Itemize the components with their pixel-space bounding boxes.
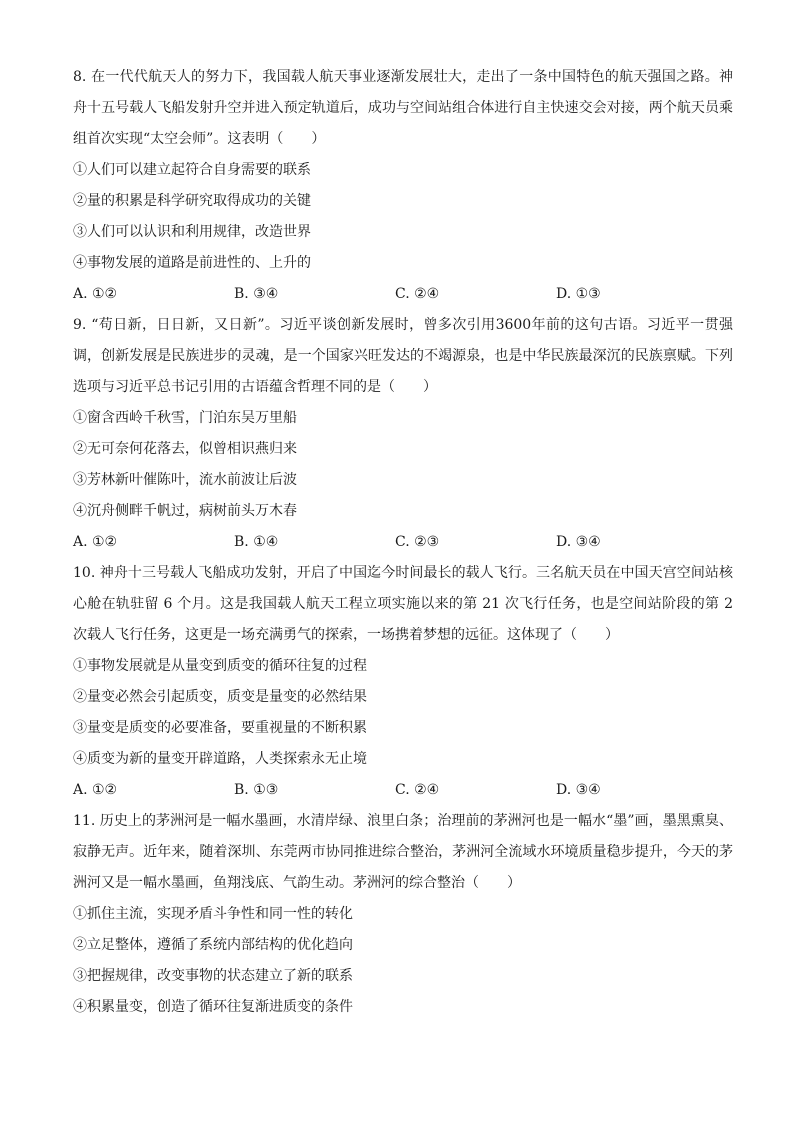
choice-c[interactable]: C. ②④ <box>395 286 440 302</box>
choice-d[interactable]: D. ①③ <box>556 286 601 302</box>
statement-1: ①窗含西岭千秋雪，门泊东吴万里船 <box>73 410 297 426</box>
choice-b[interactable]: B. ①③ <box>234 782 279 798</box>
question-stem: 9. “苟日新，日日新，又日新”。习近平谈创新发展时，曾多次引用3600年前的这句古语。习近平一贯强调，创新发展是民族进步的灵魂，是一个国家兴旺发达的不竭源泉，也是中华民族最深沉的民族禀赋。下列选项与习近平总书记引用的古语蕴含哲理不同的是（ ） <box>73 317 733 395</box>
answer-choices <box>73 775 733 806</box>
question-11 <box>73 806 733 1023</box>
question-10 <box>73 558 733 806</box>
answer-choices <box>73 279 733 310</box>
statement-1: ①事物发展就是从量变到质变的循环往复的过程 <box>73 658 367 674</box>
statement-2: ②立足整体，遵循了系统内部结构的优化趋向 <box>73 937 353 953</box>
choice-c[interactable]: C. ②③ <box>395 534 440 550</box>
answer-choices <box>73 527 733 558</box>
question-9 <box>73 310 733 558</box>
statement-3: ③芳林新叶催陈叶，流水前波让后波 <box>73 472 297 488</box>
statement-4: ④质变为新的量变开辟道路，人类探索永无止境 <box>73 751 367 767</box>
statement-4: ④事物发展的道路是前进性的、上升的 <box>73 255 311 271</box>
statement-2: ②量变必然会引起质变，质变是量变的必然结果 <box>73 689 367 705</box>
statement-4: ④沉舟侧畔千帆过，病树前头万木春 <box>73 503 297 519</box>
statement-3: ③量变是质变的必要准备，要重视量的不断积累 <box>73 720 367 736</box>
statement-1: ①抓住主流，实现矛盾斗争性和同一性的转化 <box>73 906 353 922</box>
choice-b[interactable]: B. ③④ <box>234 286 279 302</box>
choice-a[interactable]: A. ①② <box>73 782 118 798</box>
statement-1: ①人们可以建立起符合自身需要的联系 <box>73 162 311 178</box>
question-stem: 8. 在一代代航天人的努力下，我国载人航天事业逐渐发展壮大，走出了一条中国特色的航天强国之路。神舟十五号载人飞船发射升空并进入预定轨道后，成功与空间站组合体进行自主快速交会对接，两个航天员乘组首次实现“太空会师”。这表明（ ） <box>73 69 733 147</box>
choice-b[interactable]: B. ①④ <box>234 534 279 550</box>
statement-3: ③人们可以认识和利用规律，改造世界 <box>73 224 311 240</box>
choice-a[interactable]: A. ①② <box>73 286 118 302</box>
choice-c[interactable]: C. ②④ <box>395 782 440 798</box>
choice-a[interactable]: A. ①② <box>73 534 118 550</box>
statement-2: ②无可奈何花落去，似曾相识燕归来 <box>73 441 297 457</box>
question-8 <box>73 62 733 310</box>
question-stem: 10. 神舟十三号载人飞船成功发射，开启了中国迄今时间最长的载人飞行。三名航天员在中国天宫空间站核心舱在轨驻留 6 个月。这是我国载人航天工程立项实施以来的第 21 次飞行任务，也是空间站阶段的第 2 次载人飞行任务，这更是一场充满勇气的探索，一场携着梦想的远征。这体现了（ ） <box>73 565 733 643</box>
question-stem: 11. 历史上的茅洲河是一幅水墨画，水清岸绿、浪里白条；治理前的茅洲河也是一幅水“墨”画，墨黑熏臭、寂静无声。近年来，随着深圳、东莞两市协同推进综合整治，茅洲河全流域水环境质量稳步提升，今天的茅洲河又是一幅水墨画，鱼翔浅底、气韵生动。茅洲河的综合整治（ ） <box>73 813 733 891</box>
statement-3: ③把握规律，改变事物的状态建立了新的联系 <box>73 968 353 984</box>
choice-d[interactable]: D. ③④ <box>556 534 601 550</box>
statement-4: ④积累量变，创造了循环往复渐进质变的条件 <box>73 999 353 1015</box>
statement-2: ②量的积累是科学研究取得成功的关键 <box>73 193 311 209</box>
choice-d[interactable]: D. ③④ <box>556 782 601 798</box>
question-list <box>73 62 733 1023</box>
